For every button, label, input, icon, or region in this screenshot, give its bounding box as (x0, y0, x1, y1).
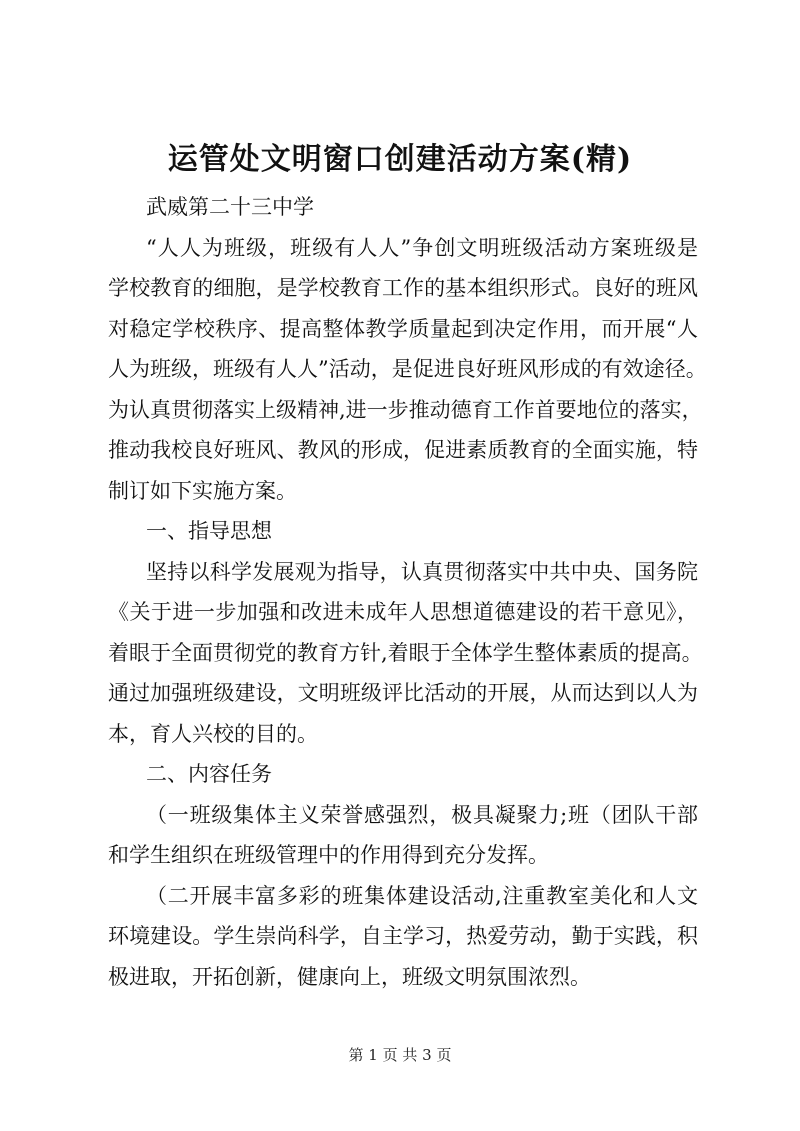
paragraph-line: 学校教育的细胞，是学校教育工作的基本组织形式。良好的班风 (108, 276, 698, 300)
paragraph-line: 本，育人兴校的目的。 (108, 721, 318, 746)
paragraph-line: 人为班级，班级有人人”活动，是促进良好班风形成的有效途径。 (108, 357, 707, 381)
document-body (108, 187, 707, 997)
paragraph-line: 极进取，开拓创新，健康向上，班级文明氛围浓烈。 (108, 964, 591, 989)
paragraph-line: 通过加强班级建设，文明班级评比活动的开展，从而达到以人为 (108, 681, 698, 705)
paragraph-line: 和学生组织在班级管理中的作用得到充分发挥。 (108, 843, 549, 867)
document-title: 运管处文明窗口创建活动方案(精) (167, 142, 633, 177)
section-heading: 二、内容任务 (146, 762, 272, 786)
paragraph-line: 坚持以科学发展观为指导，认真贯彻落实中共中央、国务院 (146, 559, 698, 584)
paragraph-line: 着眼于全面贯彻党的教育方针,着眼于全体学生整体素质的提高。 (108, 640, 703, 665)
paragraph-line: （一班级集体主义荣誉感强烈，极具凝聚力;班（团队干部 (146, 802, 698, 827)
paragraph-line: （二开展丰富多彩的班集体建设活动,注重教室美化和人文 (146, 883, 698, 908)
paragraph-line: 《关于进一步加强和改进未成年人思想道德建设的若干意见》， (108, 600, 698, 624)
paragraph-line: 对稳定学校秩序、提高整体教学质量起到决定作用，而开展“人 (108, 316, 698, 341)
paragraph-line: 环境建设。学生崇尚科学，自主学习，热爱劳动，勤于实践，积 (108, 924, 698, 948)
paragraph-line: 推动我校良好班风、教风的形成，促进素质教育的全面实施，特 (108, 438, 698, 462)
paragraph-line: 制订如下实施方案。 (108, 478, 297, 503)
paragraph-line: 为认真贯彻落实上级精神,进一步推动德育工作首要地位的落实， (108, 397, 703, 422)
paragraph-line: “人人为班级，班级有人人”争创文明班级活动方案班级是 (146, 235, 698, 260)
section-heading: 一、指导思想 (146, 519, 272, 543)
school-name-line: 武威第二十三中学 (146, 195, 314, 219)
page-footer: 第 1 页 共 3 页 (348, 1046, 452, 1064)
